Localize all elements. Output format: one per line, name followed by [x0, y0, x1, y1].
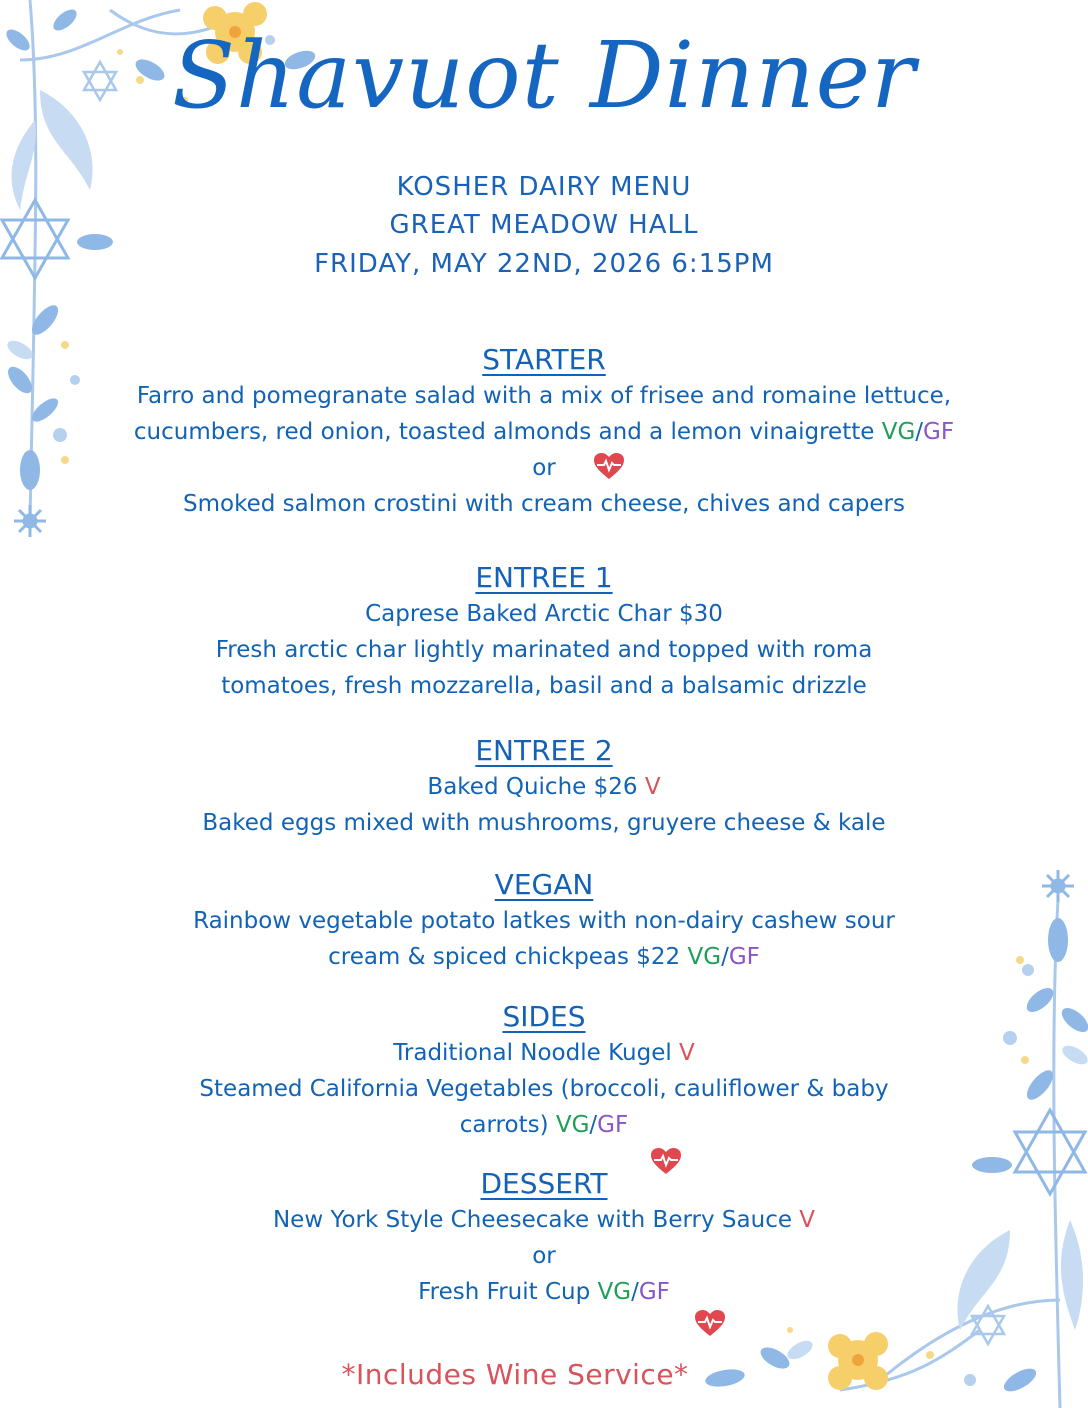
menu-line: tomatoes, fresh mozzarella, basil and a balsamic drizzle	[221, 673, 867, 699]
section-heading: ENTREE 2	[475, 734, 613, 767]
heart-pulse-icon	[593, 452, 625, 480]
section-heading: SIDES	[502, 1000, 586, 1033]
menu-line: Fresh arctic char lightly marinated and topped with roma	[215, 637, 873, 663]
menu-line: Farro and pomegranate salad with a mix of frisee and romaine lettuce,	[136, 383, 952, 409]
section-heading: ENTREE 1	[475, 561, 613, 594]
heart-pulse-icon	[694, 1309, 726, 1337]
dessert-section	[0, 1166, 1088, 1310]
menu-line: Traditional Noodle Kugel V	[393, 1040, 695, 1066]
gluten-free-tag: GF	[597, 1112, 629, 1138]
menu-line: Rainbow vegetable potato latkes with non-dairy cashew sour	[193, 908, 895, 934]
vegan-section	[0, 867, 1088, 975]
page-title: Shavuot Dinner	[171, 22, 917, 129]
or-separator: or	[532, 1243, 556, 1269]
section-heading: STARTER	[482, 343, 606, 376]
entree1-section	[0, 560, 1088, 704]
event-date: FRIDAY, MAY 22ND, 2026 6:15PM	[314, 249, 774, 279]
section-heading: DESSERT	[480, 1167, 608, 1200]
menu-type: KOSHER DAIRY MENU	[396, 172, 692, 202]
gluten-free-tag: GF	[728, 944, 760, 970]
gluten-free-tag: GF	[638, 1279, 670, 1305]
starter-section	[0, 342, 1088, 522]
dish-name: Caprese Baked Arctic Char $30	[365, 601, 723, 627]
or-separator: or	[532, 455, 556, 481]
vegetarian-tag: V	[644, 774, 661, 800]
vegetarian-tag: V	[679, 1040, 695, 1066]
menu-line: Baked eggs mixed with mushrooms, gruyere cheese & kale	[202, 810, 886, 836]
menu-line: Fresh Fruit Cup VG/GF	[418, 1279, 670, 1305]
dish-name: Baked Quiche $26 V	[427, 774, 661, 800]
vegan-tag: VG	[881, 419, 916, 445]
vegan-tag: VG	[687, 944, 722, 970]
menu-line: New York Style Cheesecake with Berry Sauce V	[272, 1207, 816, 1233]
heart-pulse-icon	[650, 1147, 682, 1175]
entree2-section	[0, 733, 1088, 841]
gluten-free-tag: GF	[923, 419, 955, 445]
vegan-tag: VG	[555, 1112, 590, 1138]
menu-line: Steamed California Vegetables (broccoli, cauliflower & baby	[199, 1076, 889, 1102]
menu-line: cream & spiced chickpeas $22 VG/GF	[328, 944, 760, 970]
venue: GREAT MEADOW HALL	[389, 210, 699, 240]
menu-line: cucumbers, red onion, toasted almonds and a lemon vinaigrette VG/GF	[133, 419, 955, 445]
vegan-tag: VG	[597, 1279, 632, 1305]
menu-line: carrots) VG/GF	[459, 1112, 629, 1138]
wine-service-note: *Includes Wine Service*	[341, 1358, 689, 1391]
menu-line: Smoked salmon crostini with cream cheese, chives and capers	[183, 491, 905, 517]
sides-section	[0, 999, 1088, 1143]
vegetarian-tag: V	[799, 1207, 816, 1233]
section-heading: VEGAN	[494, 868, 594, 901]
